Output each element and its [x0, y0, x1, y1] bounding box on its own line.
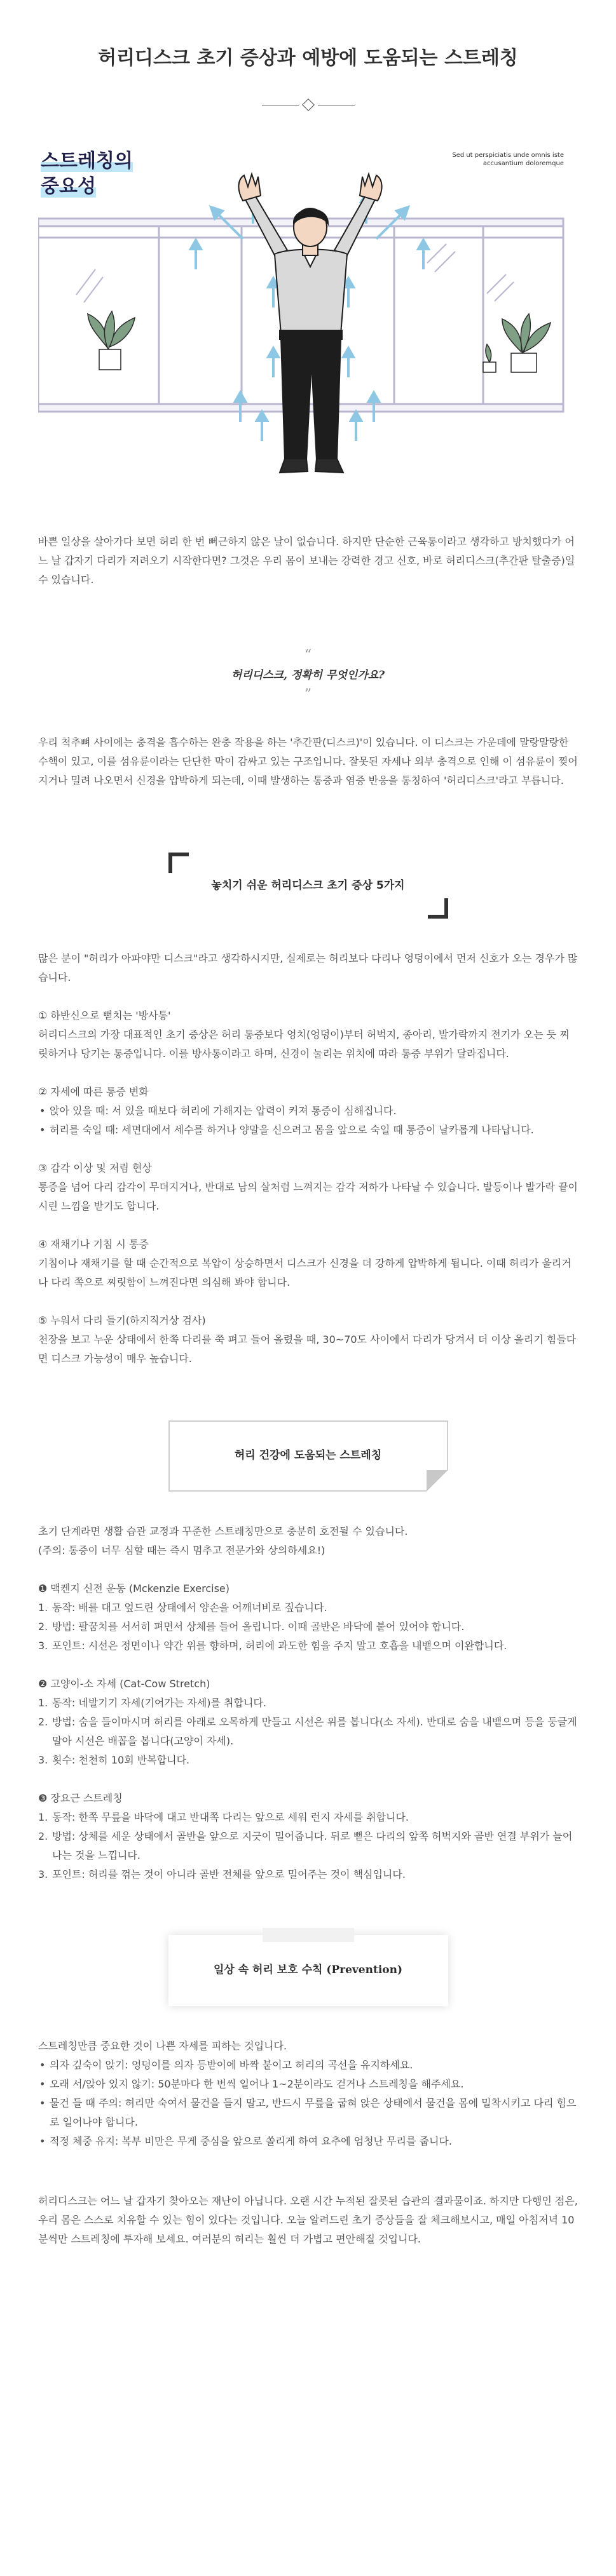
step-item: 3. 포인트: 허리를 꺾는 것이 아니라 골반 전체를 앞으로 밀어주는 것이 핵심입니다. [38, 1868, 406, 1880]
bracket-top-left [168, 853, 189, 873]
symptom-item [38, 1006, 578, 1063]
step-item: 2. 방법: 팔꿈치를 서서히 펴면서 상체를 들어 올립니다. 이때 골반은 바닥에 붙어 있어야 합니다. [38, 1621, 465, 1633]
step-item: 3. 포인트: 시선은 정면이나 약간 위를 향하며, 허리에 과도한 힘을 주지 말고 호흡을 내뱉으며 이완합니다. [38, 1640, 507, 1652]
page-title: 허리디스크 초기 증상과 예방에 도움되는 스트레칭 [98, 47, 518, 69]
symptom-item [38, 1159, 578, 1216]
open-quote-icon: “ [304, 647, 312, 663]
exercise-steps [38, 1694, 578, 1770]
symptom-title: ① 하반신으로 뻗치는 '방사통' [38, 1009, 171, 1022]
exercise-title: ❸ 장요근 스트레칭 [38, 1792, 123, 1804]
prevention-intro: 스트레칭만큼 중요한 것이 나쁜 자세를 피하는 것입니다. [38, 2040, 287, 2052]
symptom-text: 통증을 넘어 다리 감각이 무뎌지거나, 반대로 남의 살처럼 느껴지는 감각 저하가 나타날 수 있습니다. 발등이나 발가락 끝이 시린 느낌을 받기도 합니다. [38, 1181, 578, 1212]
step-item: 1. 동작: 한쪽 무릎을 바닥에 대고 반대쪽 다리는 앞으로 세워 런지 자세를 취합니다. [38, 1811, 409, 1823]
hero-title-line1: 스트레칭의 [41, 150, 133, 172]
symptom-title: ③ 감각 이상 및 저림 현상 [38, 1162, 152, 1174]
close-quote-icon: ” [304, 687, 312, 703]
hero-illustration [38, 142, 578, 509]
symptoms-intro: 많은 분이 "허리가 아파야만 디스크"라고 생각하시지만, 실제로는 허리보다 다리나 엉덩이에서 먼저 신호가 오는 경우가 많습니다. [38, 952, 578, 983]
bullet-item: • 적정 체중 유지: 복부 비만은 무게 중심을 앞으로 쏠리게 하여 요추에 엄청난 무리를 줍니다. [38, 2132, 578, 2151]
exercise-item [38, 1789, 578, 1884]
quote-block [38, 648, 578, 703]
symptom-item [38, 1082, 578, 1140]
section-heading-text: 놓치기 쉬운 허리디스크 초기 증상 5가지 [211, 879, 405, 892]
symptom-title: ④ 재채기나 기침 시 통증 [38, 1238, 149, 1250]
step-item: 1. 동작: 배를 대고 엎드린 상태에서 양손을 어깨너비로 짚습니다. [38, 1602, 327, 1614]
hero-title [41, 149, 133, 199]
symptom-title: ⑤ 누워서 다리 들기(하지직거상 검사) [38, 1314, 206, 1326]
section-heading-prevention [168, 1935, 448, 2006]
closing-paragraph: 허리디스크는 어느 날 갑자기 찾아오는 재난이 아닙니다. 오랜 시간 누적된 잘못된 습관의 결과물이죠. 하지만 다행인 점은, 우리 몸은 스스로 치유할 수 있는 힘이 있다는 것입니다. 오늘 알려드린 초기 증상들을 잘 체크해보시고, 매일 아침저녁 10분씩만 스트레칭에 투자해 보세요. 여러분의 허리는 훨씬 더 가볍고 편안해질 것입니다. [38, 2195, 578, 2245]
stretching-intro-line: 초기 단계라면 생활 습관 교정과 꾸준한 스트레칭만으로 충분히 호전될 수 있습니다. [38, 1525, 408, 1537]
symptom-item [38, 1235, 578, 1292]
folded-corner [427, 1470, 448, 1492]
bullet-item: • 물건 들 때 주의: 허리만 숙여서 물건을 들지 말고, 반드시 무릎을 굽혀 앉은 상태에서 물건을 몸에 밀착시키고 다리 힘으로 일어나야 합니다. [38, 2094, 578, 2132]
exercise-steps [38, 1808, 578, 1884]
bottom-spacer [38, 2249, 578, 2268]
exercise-item [38, 1675, 578, 1770]
intro-paragraph: 바쁜 일상을 살아가다 보면 허리 한 번 뻐근하지 않은 날이 없습니다. 하지만 단순한 근육통이라고 생각하고 방치했다가 어느 날 갑자기 다리가 저려오기 시작한다면? 그것은 우리 몸이 보내는 강력한 경고 신호, 바로 허리디스크(추간판 탈출증)일 수 있습니다. [38, 536, 575, 586]
tape-tab [263, 1928, 354, 1942]
exercise-title: ❶ 맥켄지 신전 운동 (Mckenzie Exercise) [38, 1582, 229, 1595]
stretching-intro [38, 1522, 578, 1560]
quote-text: 허리디스크, 정확히 무엇인가요? [231, 669, 385, 682]
hero-title-line2: 중요성 [41, 175, 96, 198]
bullet-item: • 허리를 숙일 때: 세면대에서 세수를 하거나 양말을 신으려고 몸을 앞으로 숙일 때 통증이 날카롭게 나타납니다. [38, 1121, 578, 1140]
prevention-block [38, 2037, 578, 2151]
symptom-title: ② 자세에 따른 통증 변화 [38, 1086, 149, 1098]
prevention-bullets [38, 2056, 578, 2151]
bullet-item: • 의자 깊숙이 앉기: 엉덩이를 의자 등받이에 바짝 붙이고 허리의 곡선을 유지하세요. [38, 2056, 578, 2075]
title-divider [38, 100, 578, 109]
section-heading-text: 일상 속 허리 보호 수칙 (Prevention) [213, 1964, 403, 1976]
step-item: 2. 방법: 상체를 세운 상태에서 골반을 앞으로 지긋이 밀어줍니다. 뒤로 뻗은 다리의 앞쪽 허벅지와 골반 연결 부위가 늘어나는 것을 느낍니다. [38, 1830, 573, 1861]
step-item: 2. 방법: 숨을 들이마시며 허리를 아래로 오목하게 만들고 시선은 위를 봅니다(소 자세). 반대로 숨을 내뱉으며 등을 둥글게 말아 시선은 배꼽을 봅니다(고양이 자세). [38, 1716, 577, 1747]
symptom-text: 천장을 보고 누운 상태에서 한쪽 다리를 쭉 펴고 들어 올렸을 때, 30~70도 사이에서 다리가 당겨서 더 이상 올리기 힘들다면 디스크 가능성이 매우 높습니다. [38, 1333, 577, 1365]
exercise-steps [38, 1598, 578, 1656]
section-heading-text: 허리 건강에 도움되는 스트레칭 [234, 1449, 382, 1462]
stretching-caution: (주의: 통증이 너무 심할 때는 즉시 멈추고 전문가와 상의하세요!) [38, 1544, 325, 1556]
symptom-text: 허리디스크의 가장 대표적인 초기 증상은 허리 통증보다 엉치(엉덩이)부터 허벅지, 종아리, 발가락까지 전기가 오는 듯 찌릿하거나 당기는 통증입니다. 이를 방사통이라고 하며, 신경이 눌리는 위치에 따라 통증 부위가 달라집니다. [38, 1028, 570, 1060]
bullet-item: • 오래 서/앉아 있지 않기: 50분마다 한 번씩 일어나 1~2분이라도 걷거나 스트레칭을 해주세요. [38, 2075, 578, 2094]
symptom-item [38, 1311, 578, 1368]
bullet-item: • 앉아 있을 때: 서 있을 때보다 허리에 가해지는 압력이 커져 통증이 심해집니다. [38, 1102, 578, 1121]
step-item: 1. 동작: 네발기기 자세(기어가는 자세)를 취합니다. [38, 1697, 266, 1709]
exercise-title: ❷ 고양이-소 자세 (Cat-Cow Stretch) [38, 1678, 210, 1690]
hero-caption: Sed ut perspiciatis unde omnis iste accusantium doloremque [452, 152, 564, 167]
bracket-bottom-right [428, 898, 448, 919]
symptom-bullets [38, 1102, 578, 1140]
symptom-text: 기침이나 재채기를 할 때 순간적으로 복압이 상승하면서 디스크가 신경을 더 강하게 압박하게 됩니다. 이때 허리가 울리거나 다리 쪽으로 찌릿함이 느껴진다면 의심해 봐야 합니다. [38, 1257, 572, 1288]
section-heading-symptoms [168, 853, 448, 919]
exercise-item [38, 1579, 578, 1656]
section-heading-stretching [168, 1420, 448, 1492]
diamond-icon [302, 98, 315, 111]
step-item: 3. 횟수: 천천히 10회 반복합니다. [38, 1754, 190, 1766]
definition-paragraph: 우리 척추뼈 사이에는 충격을 흡수하는 완충 작용을 하는 '추간판(디스크)'이 있습니다. 이 디스크는 가운데에 말랑말랑한 수핵이 있고, 이를 섬유륜이라는 단단한 막이 감싸고 있는 구조입니다. 잘못된 자세나 외부 충격으로 인해 이 섬유륜이 찢어지거나 밀려 나오면서 신경을 압박하게 되는데, 이때 발생하는 통증과 염증 반응을 통칭하여 '허리디스크'라고 부릅니다. [38, 736, 578, 786]
